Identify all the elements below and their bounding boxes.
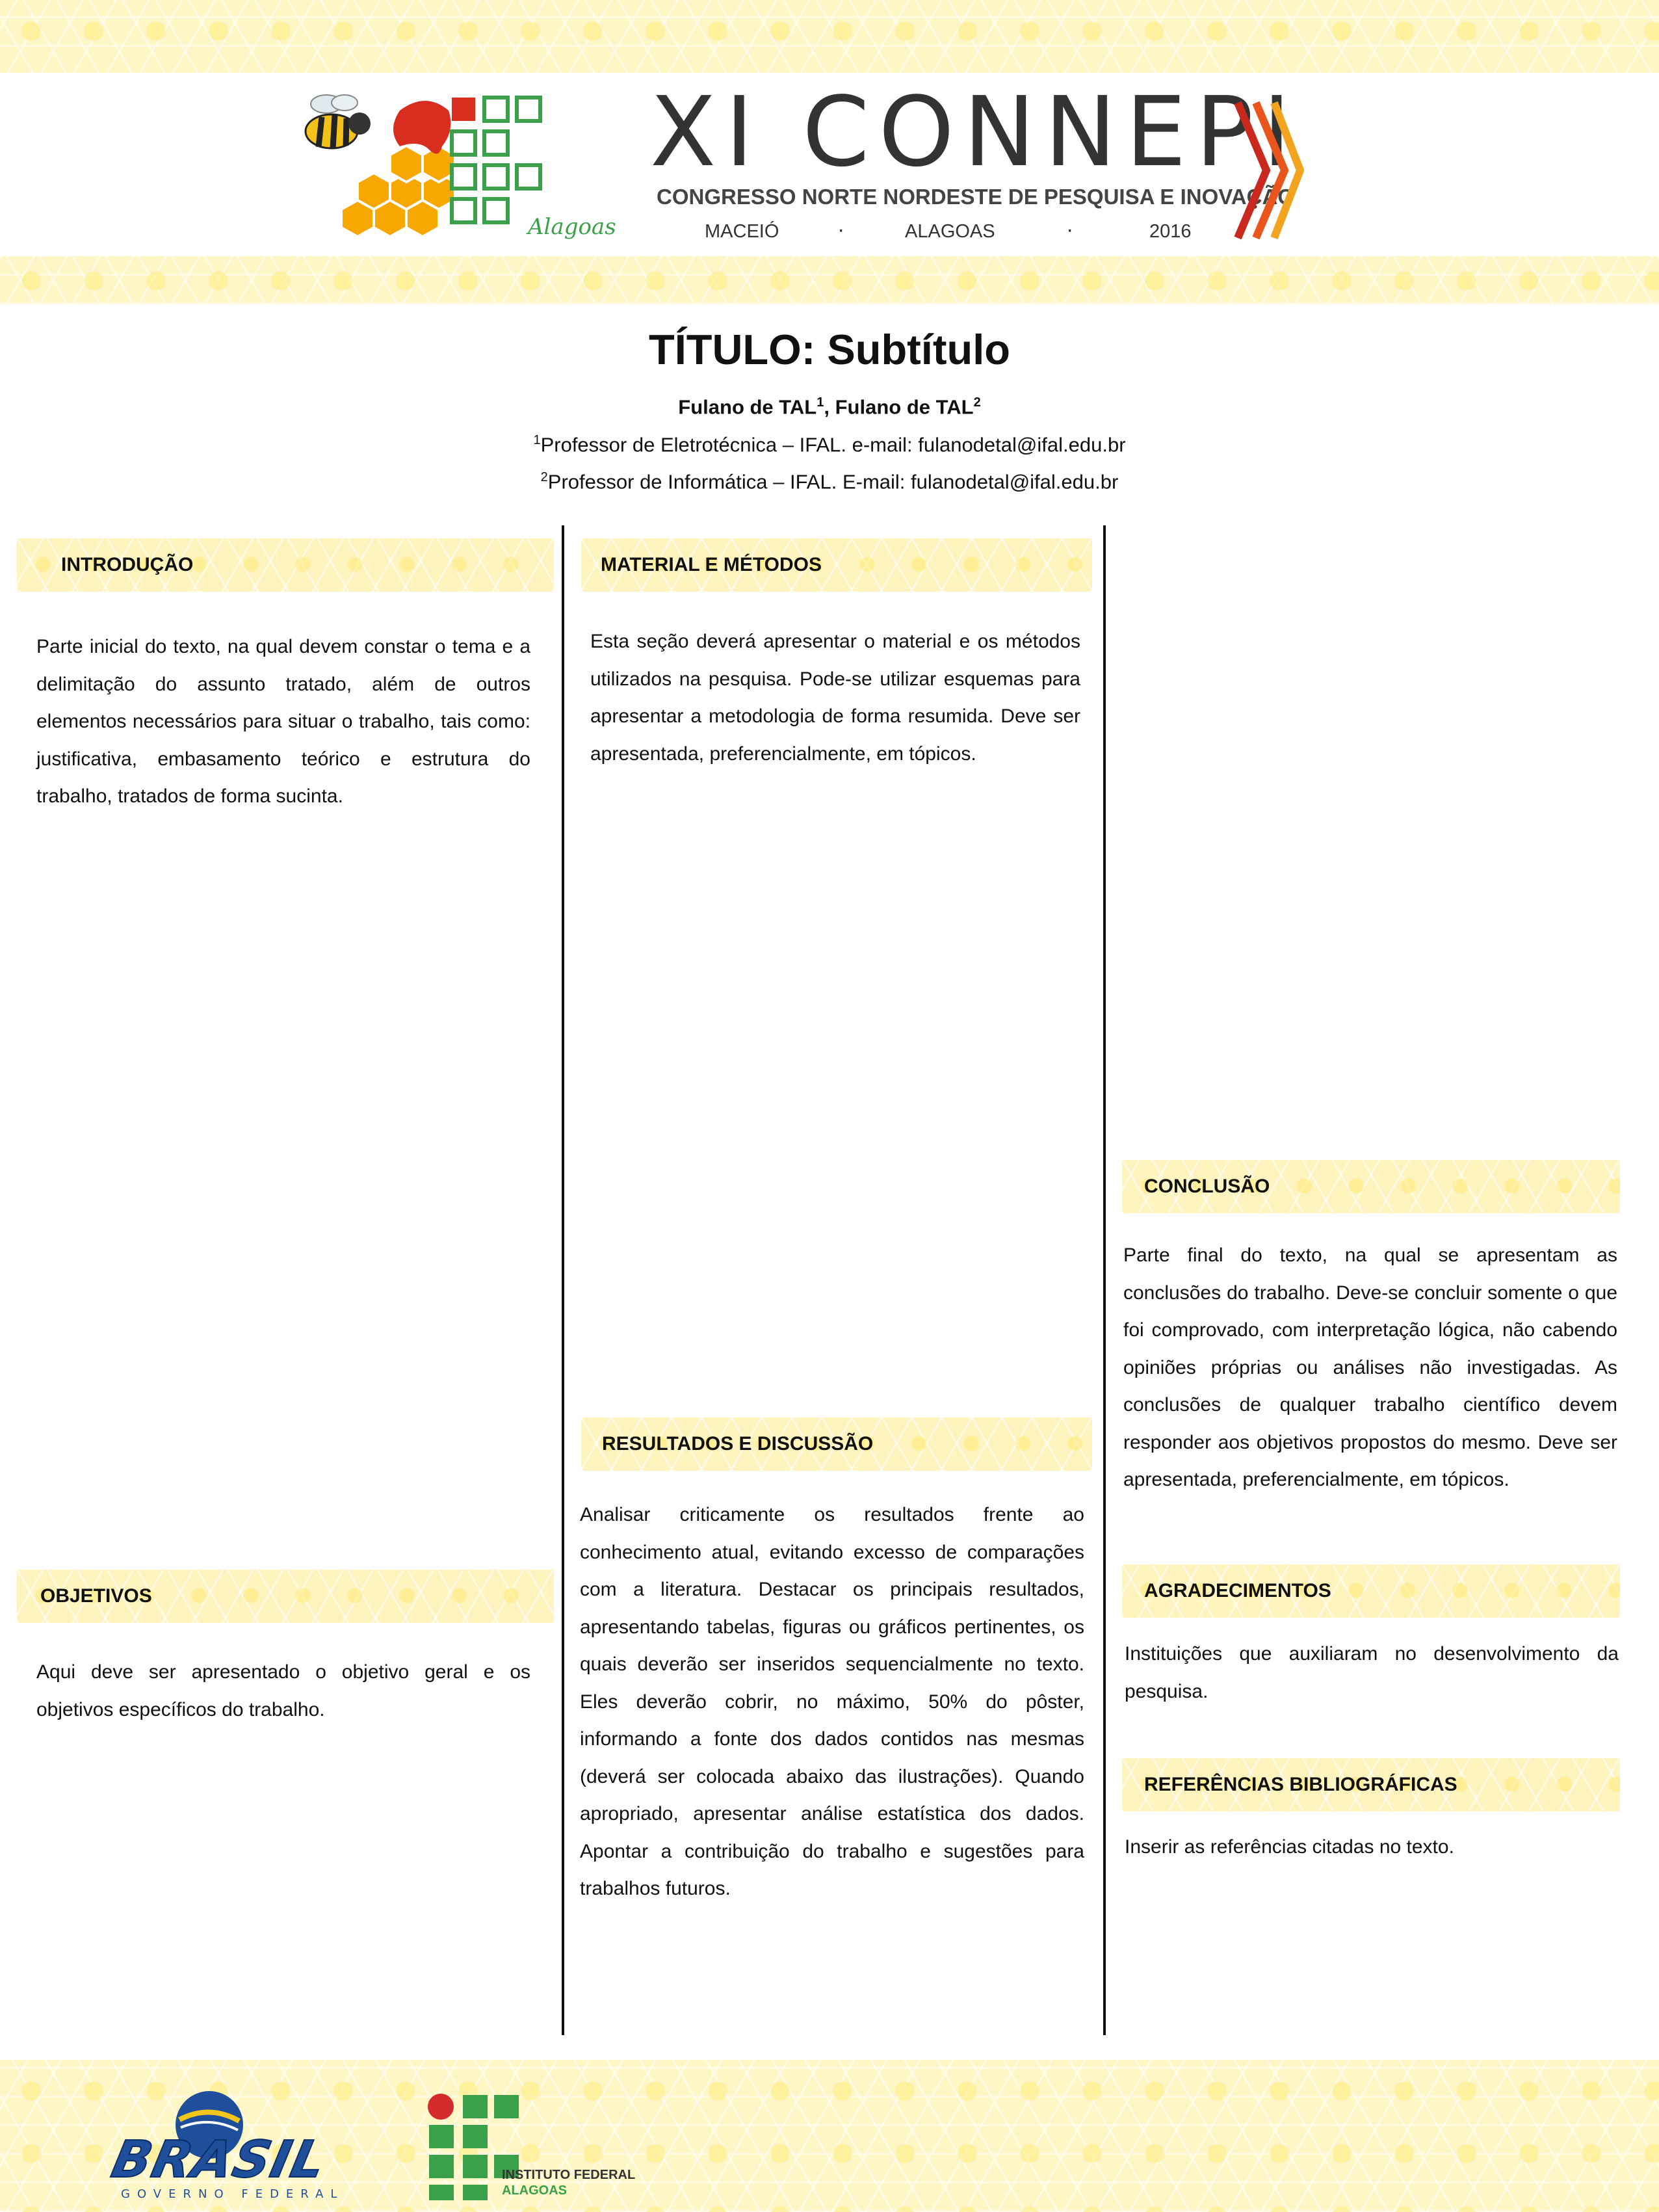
- author-1-sup: 1: [816, 395, 824, 410]
- section-heading-agradecimentos: [1122, 1564, 1620, 1618]
- material-text: Esta seção deverá apresentar o material e os métodos utilizados na pesquisa. Pode-se utilizar esquemas para apresentar a metodologia de forma resumida. Deve ser apresentada, preferencialmente, em tópicos.: [590, 631, 1080, 765]
- affiliation-1: [0, 427, 1659, 458]
- event-city: MACEIÓ: [705, 221, 779, 242]
- affiliation-1-sup: 1: [533, 433, 541, 447]
- chevrons-icon: [1233, 98, 1304, 244]
- event-title: XI CONNEPI: [650, 76, 1300, 188]
- if-footer-line-2: ALAGOAS: [502, 2183, 567, 2198]
- event-dot-1: ·: [837, 217, 845, 242]
- objetivos-heading: OBJETIVOS: [40, 1585, 152, 1607]
- brasil-wordmark: BRASIL: [107, 2129, 332, 2189]
- author-separator: ,: [824, 395, 835, 419]
- introducao-heading: INTRODUÇÃO: [61, 554, 194, 575]
- section-heading-resultados: [581, 1417, 1092, 1471]
- honeycomb-icon: [341, 146, 455, 237]
- author-2-sup: 2: [973, 395, 981, 410]
- introducao-text: Parte inicial do texto, na qual devem constar o tema e a delimitação do assunto tratado, além de outros elementos necessários para situar o trabalho, tais como: justificativa, embasamento teórico e estrutura do trabalho, tratados de forma sucinta.: [36, 636, 530, 807]
- referencias-text: Inserir as referências citadas no texto.: [1125, 1836, 1454, 1858]
- material-heading: MATERIAL E MÉTODOS: [601, 554, 822, 575]
- conclusao-text: Parte final do texto, na qual se apresentam as conclusões do trabalho. Deve-se concluir somente o que foi comprovado, com interpretação lógica, não cabendo opiniões próprias ou análises não investigadas. As conclusões de qualquer trabalho científico devem responder aos objetivos propostos do mesmo. Deve ser apresentada, preferencialmente, em tópicos.: [1123, 1244, 1617, 1490]
- author-1: Fulano de TAL: [678, 395, 817, 419]
- bee-icon: [306, 95, 371, 149]
- agradecimentos-heading: AGRADECIMENTOS: [1144, 1580, 1331, 1601]
- poster-title: TÍTULO: Subtítulo: [649, 326, 1010, 373]
- resultados-text: Analisar criticamente os resultados frente ao conhecimento atual, evitando excesso de comparações com a literatura. Destacar os principais resultados, apresentando tabelas, figuras ou gráficos pertinentes, os quais deverão ser inseridos sequencialmente no texto. Eles deverão cobrir, no máximo, 50% do pôster, informando a fonte dos dados contidos nas mesmas (deverá ser colocada abaixo das ilustrações). Quando apropriado, apresentar análise estatística dos dados. Apontar a contribuição do trabalho e sugestões para trabalhos futuros.: [580, 1504, 1084, 1899]
- section-heading-material: [581, 538, 1092, 592]
- section-heading-referencias: [1122, 1758, 1620, 1811]
- author-2: Fulano de TAL: [835, 395, 974, 419]
- objetivos-text: Aqui deve ser apresentado o objetivo geral e os objetivos específicos do trabalho.: [36, 1661, 530, 1720]
- affiliation-2-sup: 2: [540, 470, 548, 484]
- section-heading-conclusao: [1122, 1160, 1620, 1213]
- agradecimentos-text: Instituições que auxiliaram no desenvolvimento da pesquisa.: [1125, 1643, 1619, 1702]
- governo-federal-text: GOVERNO FEDERAL: [121, 2187, 345, 2201]
- column-divider-1: [562, 525, 564, 2035]
- column-divider-2: [1103, 525, 1106, 2035]
- resultados-heading: RESULTADOS E DISCUSSÃO: [602, 1433, 874, 1455]
- authors-line: [0, 389, 1659, 421]
- referencias-heading: REFERÊNCIAS BIBLIOGRÁFICAS: [1144, 1774, 1457, 1795]
- logo-script-text: Alagoas: [528, 214, 616, 240]
- affiliation-1-text: Professor de Eletrotécnica – IFAL. e-mail: fulanodetal@ifal.edu.br: [540, 433, 1126, 456]
- honey-drip: [393, 101, 451, 153]
- affiliation-2-text: Professor de Informática – IFAL. E-mail: fulanodetal@ifal.edu.br: [547, 470, 1119, 494]
- event-year: 2016: [1149, 221, 1192, 242]
- section-heading-introducao: [17, 538, 554, 592]
- if-alagoas-logo: [286, 85, 624, 260]
- event-dot-2: ·: [1066, 217, 1074, 242]
- affiliation-2: [0, 464, 1659, 495]
- if-grid-icon: [452, 98, 540, 222]
- event-state: ALAGOAS: [905, 221, 995, 242]
- event-subtitle: CONGRESSO NORTE NORDESTE DE PESQUISA E INOVAÇÃO: [657, 185, 1294, 209]
- brasil-governo-federal-logo: [104, 2086, 364, 2203]
- conclusao-heading: CONCLUSÃO: [1144, 1176, 1270, 1197]
- if-footer-line-1: INSTITUTO FEDERAL: [502, 2168, 636, 2182]
- section-heading-objetivos: [17, 1570, 554, 1623]
